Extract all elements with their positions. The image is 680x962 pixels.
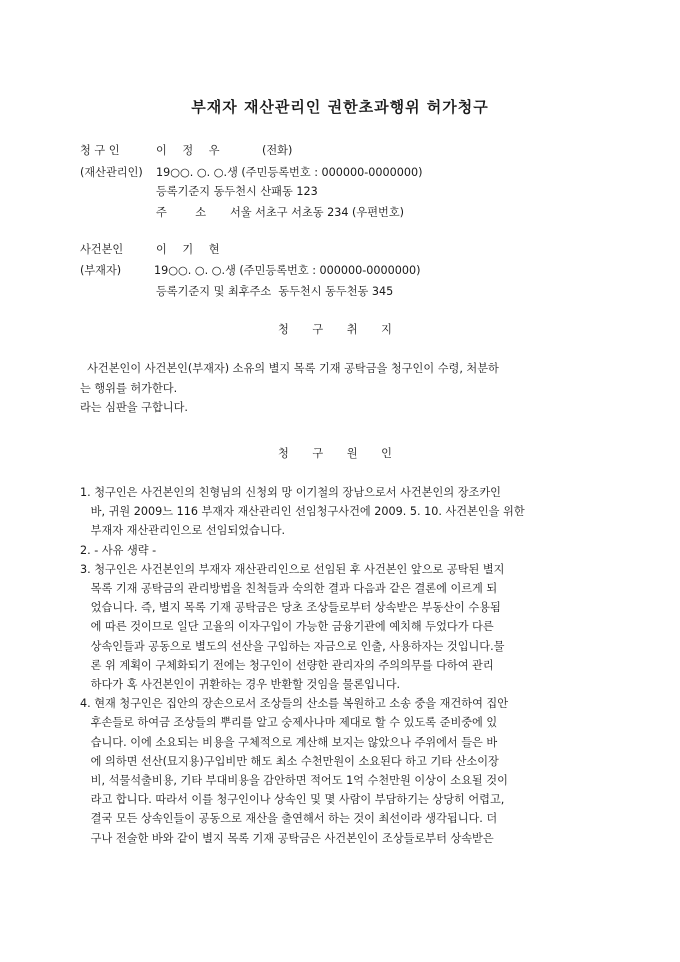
claimant-role: (재산관리인) bbox=[80, 166, 143, 179]
body-line: 바, 귀원 2009느 116 부재자 재산관리인 선임청구사건에 2009. 5. 10. 사건본인을 위한 bbox=[80, 505, 525, 519]
principal-role: (부재자) bbox=[80, 264, 122, 277]
body-line: 3. 청구인은 사건본인의 부재자 재산관리인으로 선임된 후 사건본인 앞으로 공탁된 별지 bbox=[80, 562, 505, 576]
claimant-birth: 19○○. ○. ○.생 (주민등록번호 : 000000-0000000) bbox=[156, 166, 423, 179]
cause-heading: 청 구 원 인 bbox=[278, 447, 402, 460]
document-title: 부재자 재산관리인 권한초과행위 허가청구 bbox=[191, 98, 489, 116]
body-line: 결국 모든 상속인들이 공동으로 재산을 출연해서 하는 것이 최선이라 생각됩니다. 더 bbox=[80, 812, 498, 826]
body-line: 2. - 사유 생략 - bbox=[80, 543, 157, 557]
principal-birth: 19○○. ○. ○.생 (주민등록번호 : 000000-0000000) bbox=[154, 264, 421, 277]
body-line: 었습니다. 즉, 별지 목록 기재 공탁금은 당초 조상들로부터 상속받은 부동산이 수용됨 bbox=[80, 601, 501, 615]
body-line: 라고 합니다. 따라서 이를 청구인이나 상속인 및 몇 사람이 부담하기는 상당히 어렵고, bbox=[80, 793, 505, 807]
claimant-phone: (전화) bbox=[262, 144, 293, 157]
principal-registry: 등록기준지 및 최후주소 동두천시 동두천동 345 bbox=[156, 285, 394, 298]
body-line: 사건본인이 사건본인(부재자) 소유의 별지 목록 기재 공탁금을 청구인이 수령, 처분하 bbox=[80, 362, 499, 375]
body-line: 목록 기재 공탁금의 관리방법을 친척들과 숙의한 결과 다음과 같은 결론에 이르게 되 bbox=[80, 582, 498, 595]
claimant-name: 이 정 우 bbox=[156, 144, 226, 157]
claimant-label: 청 구 인 bbox=[80, 144, 120, 157]
claimant-address-label: 주 소 bbox=[156, 206, 207, 219]
claimant-address: 서울 서초구 서초동 234 (우편번호) bbox=[230, 206, 404, 219]
body-line: 라는 심판을 구합니다. bbox=[80, 401, 188, 414]
body-line: 습니다. 이에 소요되는 비용을 구체적으로 계산해 보지는 않았으나 주위에서 들은 바 bbox=[80, 735, 498, 749]
body-line: 에 따른 것이므로 일단 고율의 이자구입이 가능한 금융기관에 예치해 두었다가 다른 bbox=[80, 620, 494, 634]
body-line: 에 의하면 선산(묘지용)구입비만 해도 최소 수천만원이 소요된다 하고 기타 산소이장 bbox=[80, 754, 499, 768]
principal-name: 이 기 현 bbox=[156, 243, 226, 256]
claimant-registry: 등록기준지 동두천시 산패동 123 bbox=[156, 185, 318, 198]
body-line: 비, 석물석출비용, 기타 부대비용을 감안하면 적어도 1억 수천만원 이상이 소요될 것이 bbox=[80, 774, 508, 787]
body-line: 구나 전술한 바와 같이 별지 목록 기재 공탁금은 사건본인이 조상들로부터 상속받은 bbox=[80, 831, 494, 845]
body-line: 상속인들과 공동으로 별도의 선산을 구입하는 자금으로 인출, 사용하자는 것입니다.물 bbox=[80, 639, 505, 653]
body-line: 4. 현재 청구인은 집안의 장손으로서 조상들의 산소를 복원하고 소송 중을 재건하여 집안 bbox=[80, 697, 509, 711]
principal-label: 사건본인 bbox=[80, 243, 124, 256]
body-line: 부재자 재산관리인으로 선임되었습니다. bbox=[80, 524, 286, 538]
body-line: 는 행위를 허가한다. bbox=[80, 381, 178, 395]
body-line: 론 위 계획이 구체화되기 전에는 청구인이 선량한 관리자의 주의의무를 다하여 관리 bbox=[80, 658, 494, 672]
body-line: 하다가 혹 사건본인이 귀환하는 경우 반환할 것임을 물론입니다. bbox=[80, 678, 401, 691]
body-line: 후손들로 하여금 조상들의 뿌리를 알고 숭제사나마 제대로 할 수 있도록 준비중에 있 bbox=[80, 716, 498, 730]
body-line: 1. 청구인은 사건본인의 친형님의 신청외 망 이기철의 장남으로서 사건본인의 장조카인 bbox=[80, 486, 501, 499]
purpose-heading: 청 구 취 지 bbox=[278, 323, 402, 336]
